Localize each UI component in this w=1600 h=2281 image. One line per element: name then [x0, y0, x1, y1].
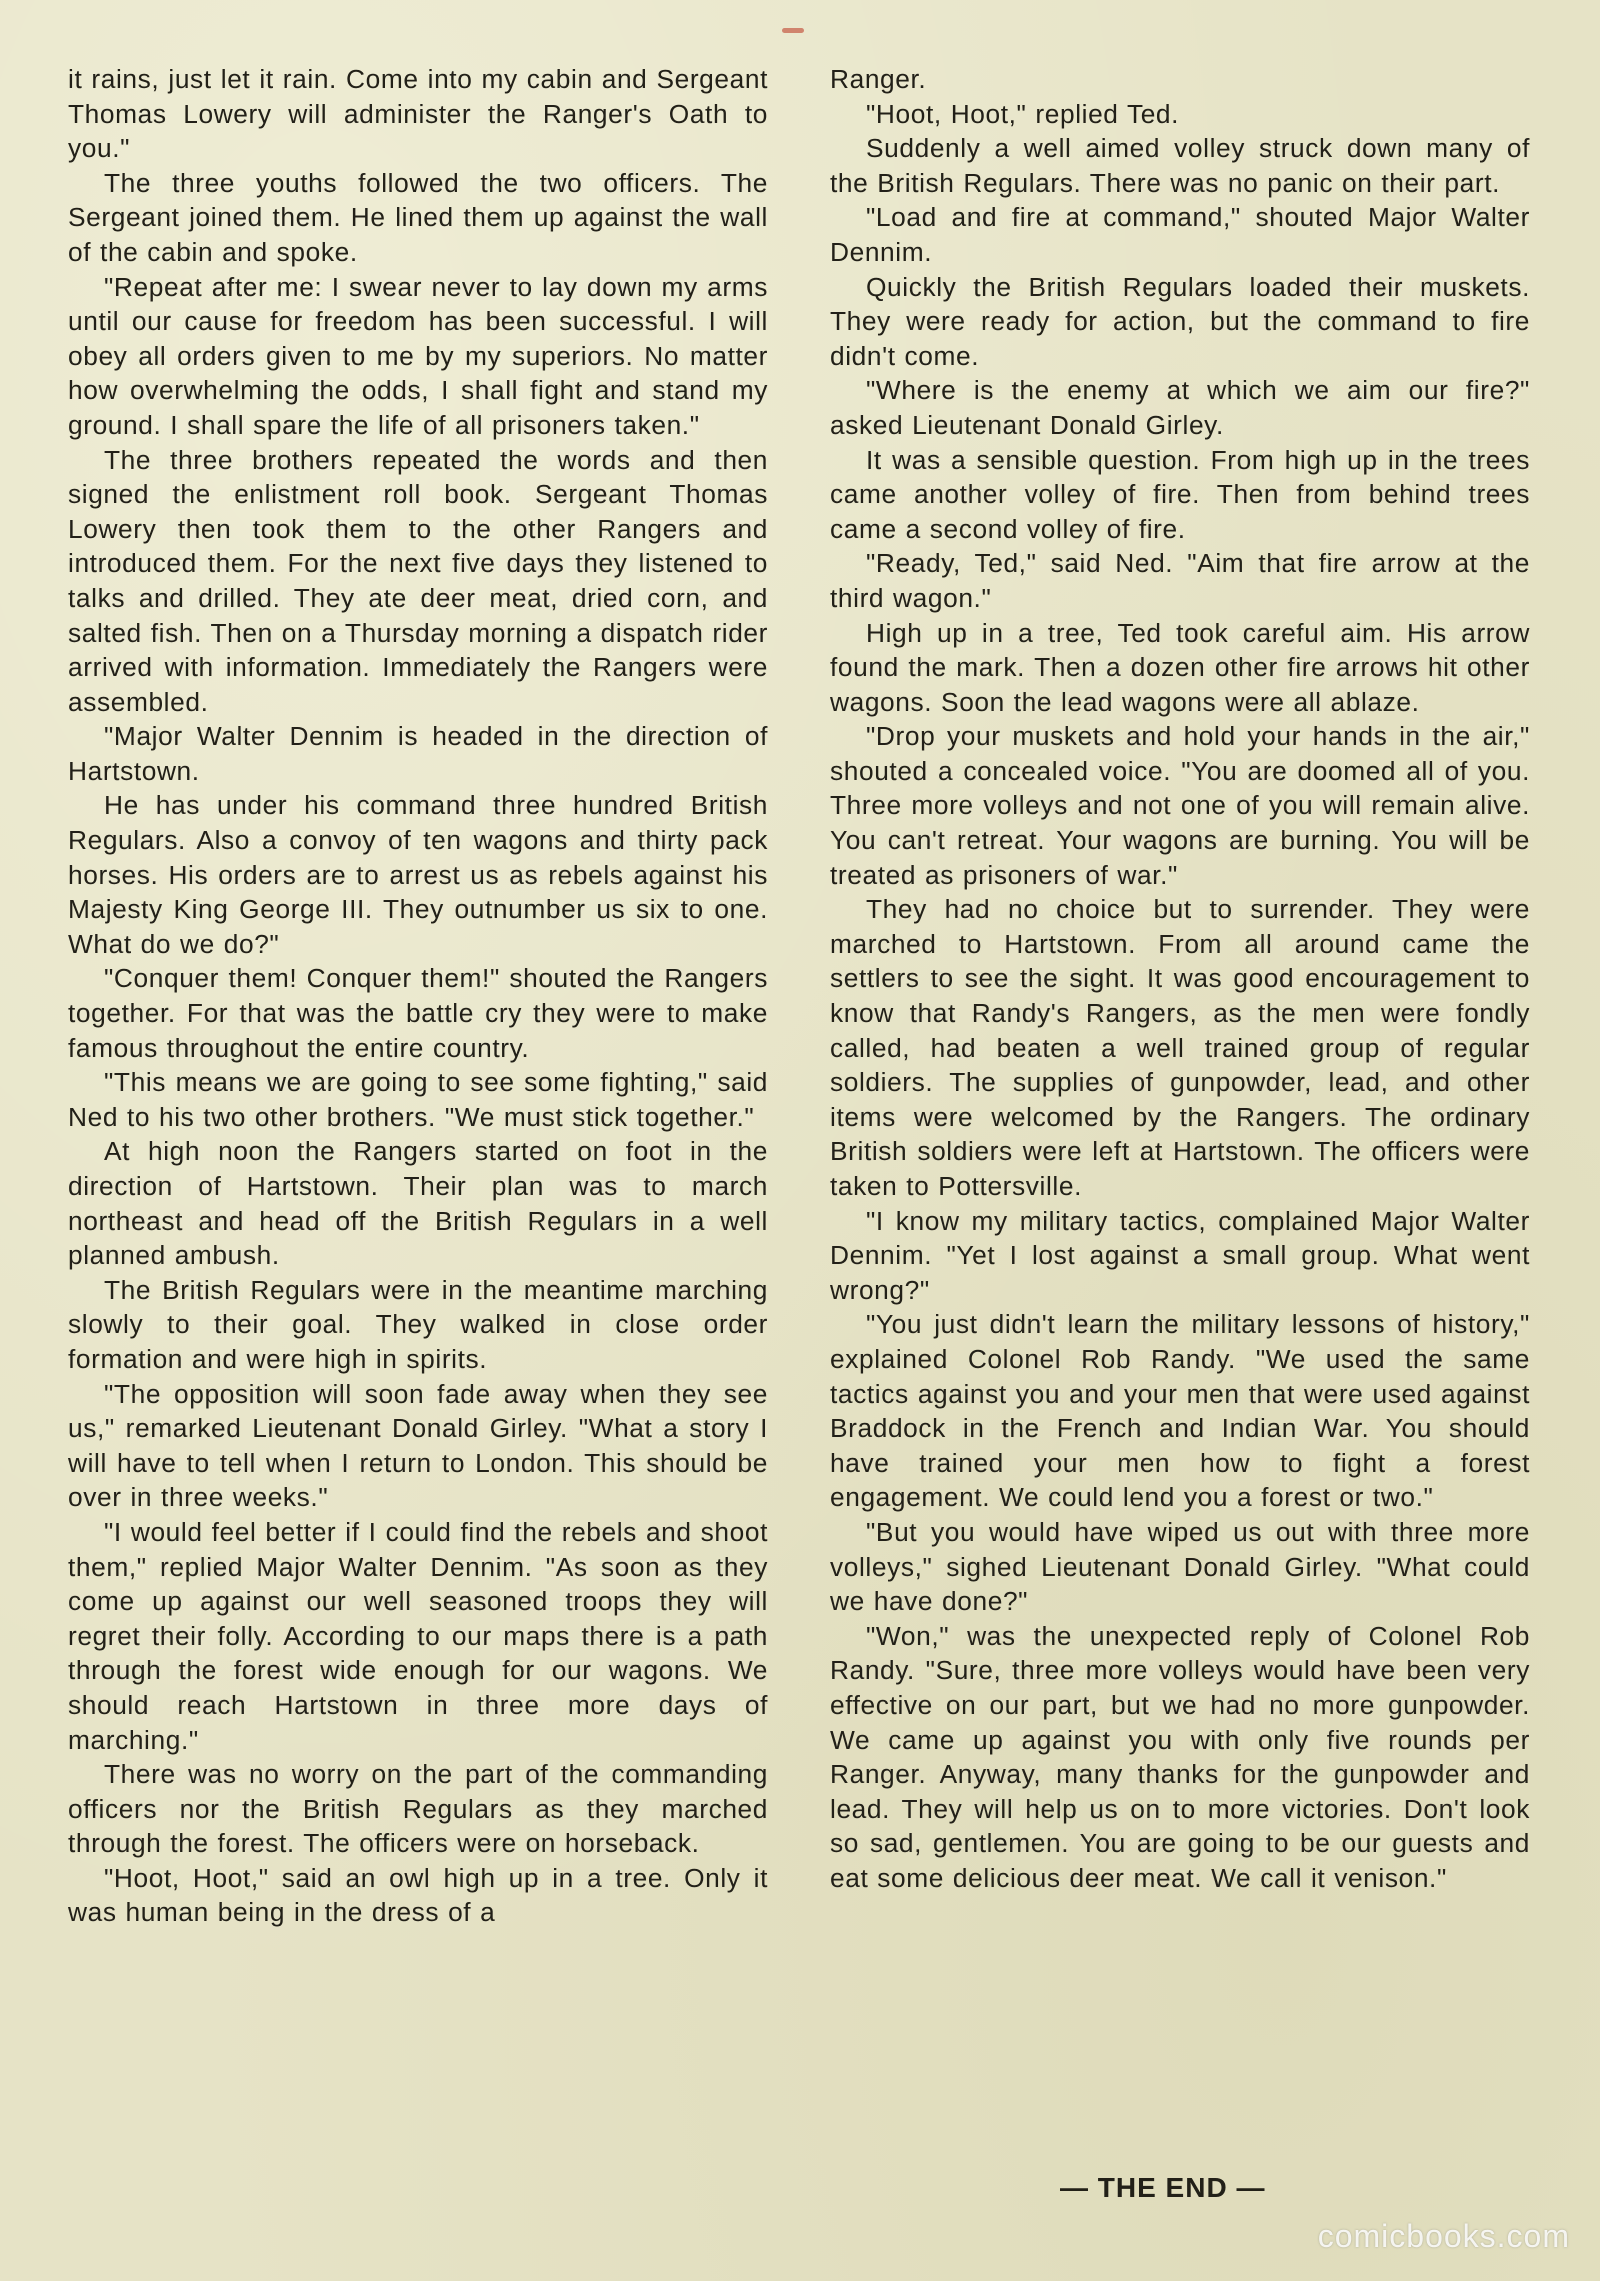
story-paragraph: "Load and fire at command," shouted Major Walter Dennim. — [830, 202, 1530, 267]
story-paragraph: "Ready, Ted," said Ned. "Aim that fire arrow at the third wagon." — [830, 548, 1530, 613]
story-paragraph: There was no worry on the part of the commanding officers nor the British Regulars as they marched through the forest. The officers were on horseback. — [68, 1759, 768, 1859]
story-paragraph: "Major Walter Dennim is headed in the direction of Hartstown. — [68, 721, 768, 786]
story-paragraph: "Conquer them! Conquer them!" shouted the Rangers together. For that was the battle cry they were to make famous throughout the entire country. — [68, 963, 768, 1063]
print-mark — [782, 28, 804, 33]
story-paragraph: "You just didn't learn the military lessons of history," explained Colonel Rob Randy. "We used the same tactics against you and your men that were used against Braddock in the French and Indian War. You should have trained your men how to fight a forest engagement. We could lend you a forest or two." — [830, 1309, 1530, 1513]
story-paragraph: "Hoot, Hoot," replied Ted. — [866, 98, 1180, 129]
story-paragraph: Suddenly a well aimed volley struck down many of the British Regulars. There was no panic on their part. — [830, 133, 1530, 198]
story-paragraph: He has under his command three hundred British Regulars. Also a convoy of ten wagons and thirty pack horses. His orders are to arrest us as rebels against his Majesty King George III. They outnumber us six to one. What do we do?" — [68, 790, 768, 959]
story-paragraph: Quickly the British Regulars loaded their muskets. They were ready for action, but the command to fire didn't come. — [830, 271, 1530, 371]
story-paragraph: "I would feel better if I could find the rebels and shoot them," replied Major Walter Dennim. "As soon as they come up against our well seasoned troops they will regret their folly. According to our maps there is a path through the forest wide enough for our wagons. We should reach Hartstown in three more days of marching." — [68, 1516, 768, 1755]
story-paragraph: "Hoot, Hoot," said an owl high up in a tree. Only it was human being in the dress of a — [68, 1862, 768, 1928]
story-paragraph: "Won," was the unexpected reply of Colonel Rob Randy. "Sure, three more volleys would have been very effective on our part, but we had no more gunpowder. We came up against you with only five rounds per Ranger. Anyway, many thanks for the gunpowder and lead. They will help us on to more victories. Don't look so sad, gentlemen. You are going to be our guests and eat some delicious deer meat. We call it venison." — [830, 1620, 1530, 1893]
story-paragraph: "The opposition will soon fade away when they see us," remarked Lieutenant Donald Girley. "What a story I will have to tell when I return to London. This should be over in three weeks." — [68, 1378, 768, 1513]
story-paragraph: "Drop your muskets and hold your hands in the air," shouted a concealed voice. "You are doomed all of you. Three more volleys and not one of you will remain alive. You can't retreat. Your wagons are burning. You will be treated as prisoners of war." — [830, 721, 1530, 890]
story-paragraph: The three brothers repeated the words and then signed the enlistment roll book. Sergeant Thomas Lowery then took them to the other Rangers and introduced them. For the next five days they listened to talks and drilled. They ate deer meat, dried corn, and salted fish. Then on a Thursday morning a dispatch rider arrived with information. Immediately the Rangers were assembled. — [68, 444, 768, 717]
story-paragraph: The British Regulars were in the meantime marching slowly to their goal. They walked in close order formation and were high in spirits. — [68, 1274, 768, 1374]
watermark-text: comicbooks.com — [1317, 2218, 1570, 2254]
story-paragraph: "I know my military tactics, complained Major Walter Dennim. "Yet I lost against a small group. What went wrong?" — [830, 1205, 1530, 1305]
story-paragraph: They had no choice but to surrender. They were marched to Hartstown. From all around came the settlers to see the sight. It was good encouragement to know that Randy's Rangers, as the men were fondly called, had beaten a well trained group of regular soldiers. The supplies of gunpowder, lead, and other items were welcomed by the Rangers. The ordinary British soldiers were left at Hartstown. The officers were taken to Pottersville. — [830, 894, 1530, 1201]
story-paragraph: At high noon the Rangers started on foot in the direction of Hartstown. Their plan was to march northeast and head off the British Regulars in a well planned ambush. — [68, 1136, 768, 1271]
story-paragraph: "But you would have wiped us out with three more volleys," sighed Lieutenant Donald Girley. "What could we have done?" — [830, 1516, 1530, 1617]
story-paragraph: "Repeat after me: I swear never to lay down my arms until our cause for freedom has been successful. I will obey all orders given to me by my superiors. No matter how overwhelming the odds, I shall fight and stand my ground. I shall spare the life of all prisoners taken." — [68, 271, 768, 440]
story-paragraph: Ranger. — [830, 64, 927, 94]
story-paragraph: It was a sensible question. From high up in the trees came another volley of fire. Then from behind trees came a second volley of fire. — [830, 444, 1530, 544]
story-paragraph: it rains, just let it rain. Come into my cabin and Sergeant Thomas Lowery will administer the Ranger's Oath to you." — [68, 64, 768, 164]
the-end-label: — THE END — — [1060, 2172, 1266, 2203]
story-paragraph: High up in a tree, Ted took careful aim. His arrow found the mark. Then a dozen other fire arrows hit other wagons. Soon the lead wagons were all ablaze. — [830, 617, 1530, 717]
story-paragraph: The three youths followed the two officers. The Sergeant joined them. He lined them up against the wall of the cabin and spoke. — [68, 167, 768, 267]
left-text-column — [68, 62, 768, 1930]
story-paragraph: "Where is the enemy at which we aim our fire?" asked Lieutenant Donald Girley. — [830, 375, 1530, 440]
story-paragraph: "This means we are going to see some fighting," said Ned to his two other brothers. "We must stick together." — [68, 1067, 768, 1132]
right-text-column — [830, 62, 1530, 1895]
